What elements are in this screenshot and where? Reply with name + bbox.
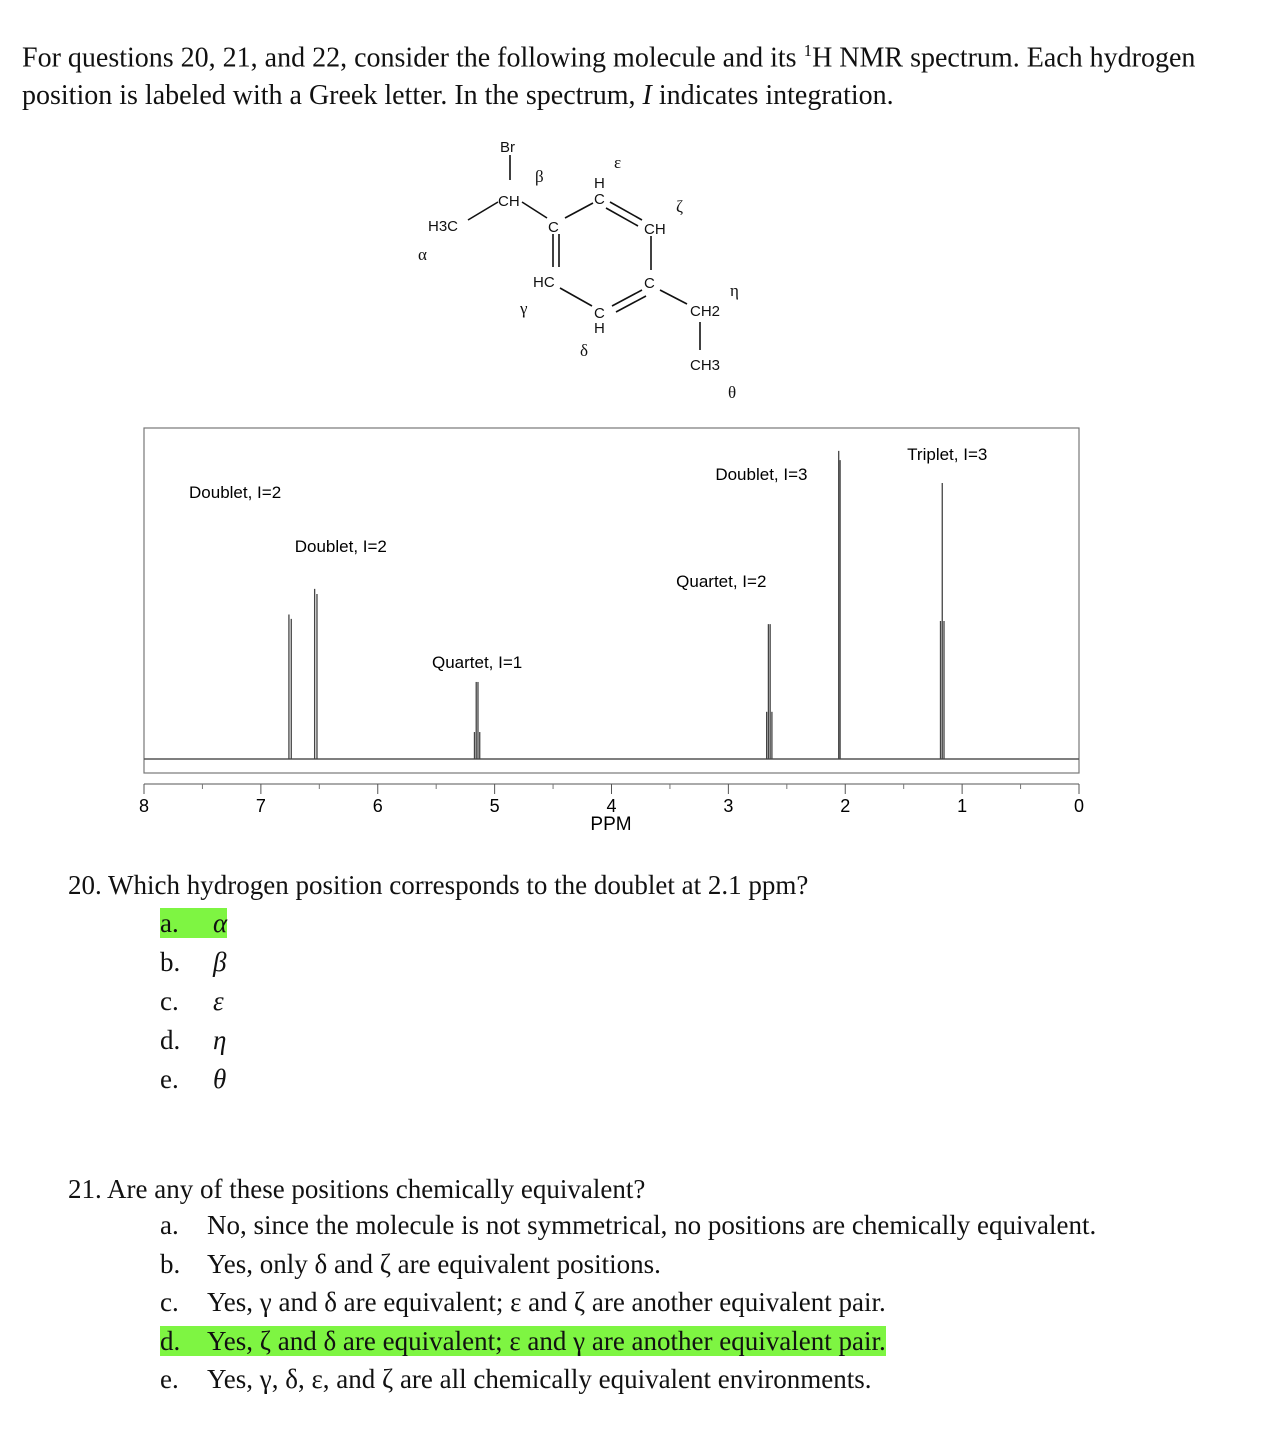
ticks-group	[139, 784, 1084, 816]
option-text: β	[213, 947, 227, 977]
peak-labels-group	[189, 445, 987, 672]
option-text: No, since the molecule is not symmetrical, no positions are chemically equivalent.	[207, 1210, 1097, 1240]
atom-br: Br	[500, 139, 515, 156]
bond-bottom-right-2	[616, 296, 646, 312]
option-body	[160, 1210, 1096, 1240]
q20-option-d	[160, 1021, 226, 1059]
option-letter: b.	[160, 947, 181, 977]
bond-ring-ch2	[660, 290, 687, 304]
peak-label: Quartet, I=2	[676, 572, 767, 591]
x-tick-label: 7	[255, 796, 266, 816]
option-letter: c.	[160, 1287, 179, 1317]
option-text: Yes, γ and δ are equivalent; ε and ζ are another equivalent pair.	[207, 1287, 886, 1317]
option-body	[160, 1287, 886, 1317]
option-body	[160, 1249, 661, 1279]
option-body	[160, 947, 226, 977]
option-body	[160, 986, 224, 1016]
atom-hc-left: HC	[533, 274, 555, 291]
q21-option-a	[160, 1206, 1096, 1244]
option-text: θ	[213, 1064, 227, 1094]
option-text: η	[213, 1025, 227, 1055]
option-letter: a.	[160, 908, 179, 938]
bond-top-right-1	[610, 202, 642, 220]
option-text: ε	[213, 986, 224, 1016]
bond-ch-ch3	[468, 202, 498, 220]
bond-bottom-right-1	[612, 290, 642, 306]
intro-text-a: For questions 20, 21, and 22, consider the following molecule and its	[22, 42, 804, 74]
q20-option-e	[160, 1060, 226, 1098]
nmr-spectrum-chart	[130, 420, 1100, 840]
option-letter: d.	[160, 1325, 181, 1356]
option-letter: a.	[160, 1210, 179, 1240]
bond-c-ch-top	[565, 203, 593, 218]
atom-ch-right: CH	[644, 221, 666, 238]
label-gamma: γ	[520, 299, 528, 318]
peaks-group	[144, 451, 1079, 759]
peak-label: Quartet, I=1	[431, 653, 523, 672]
bond-ch-ring	[522, 202, 547, 218]
atom-c-top: C	[594, 191, 605, 208]
option-body	[160, 1364, 872, 1394]
peak-label: Doublet, I=3	[715, 465, 808, 484]
q20-option-b	[160, 943, 226, 981]
bond-top-right-2	[606, 208, 638, 226]
intro-italic-i: I	[642, 80, 652, 112]
x-tick-label: 4	[606, 796, 617, 816]
q20-option-c	[160, 982, 224, 1020]
x-tick-label: 6	[372, 796, 383, 816]
atom-h3c: H3C	[428, 218, 459, 235]
atom-c-bottom: C	[594, 305, 605, 322]
q21-question: 21. Are any of these positions chemically equivalent?	[68, 1174, 646, 1204]
label-zeta: ζ	[676, 197, 684, 216]
q20-option-a	[160, 904, 227, 942]
option-letter: e.	[160, 1064, 179, 1094]
option-letter: c.	[160, 986, 179, 1016]
peak-label: Doublet, I=2	[189, 483, 282, 502]
bond-hc-bottom	[560, 288, 592, 306]
atom-ch2: CH2	[690, 303, 721, 320]
label-delta: δ	[580, 341, 589, 360]
option-letter: b.	[160, 1248, 181, 1279]
option-text: α	[213, 908, 228, 938]
atom-c-ring-left-top: C	[548, 219, 559, 236]
intro-text-b: H NMR spectrum. Each hydrogen position is labeled with a Greek letter. In the spectrum,	[22, 42, 1196, 112]
atom-ch3: CH3	[690, 357, 721, 374]
plot-frame	[144, 428, 1079, 773]
q21-option-e	[160, 1360, 872, 1398]
x-tick-label: 5	[489, 796, 500, 816]
atom-h-bottom: H	[594, 320, 605, 337]
option-letter: e.	[160, 1364, 179, 1394]
x-axis-label: PPM	[590, 814, 632, 835]
atom-ch-top: CH	[498, 193, 520, 210]
atom-c-right: C	[644, 275, 655, 292]
atom-h-top: H	[594, 175, 605, 192]
molecule-diagram	[380, 130, 800, 410]
intro-text-c: indicates integration.	[651, 80, 894, 112]
label-eta: η	[730, 281, 739, 300]
option-letter: d.	[160, 1025, 181, 1055]
x-tick-label: 8	[138, 796, 150, 816]
label-theta: θ	[728, 383, 737, 402]
label-beta: β	[535, 167, 544, 186]
q21-option-b	[160, 1245, 661, 1283]
option-text: Yes, only δ and ζ are equivalent positions.	[207, 1248, 661, 1279]
x-tick-label: 1	[957, 796, 968, 816]
x-tick-label: 2	[840, 796, 851, 816]
peak-label: Triplet, I=3	[907, 445, 988, 464]
intro-superscript: 1	[803, 41, 813, 60]
label-alpha: α	[418, 245, 427, 264]
q21-option-c	[160, 1283, 886, 1321]
q21-option-d	[160, 1322, 886, 1360]
option-body	[160, 1064, 226, 1094]
x-tick-label: 0	[1073, 796, 1085, 816]
peak-label: Doublet, I=2	[294, 537, 387, 556]
intro-paragraph	[22, 32, 1242, 115]
label-epsilon: ε	[614, 153, 622, 172]
option-body	[160, 1326, 886, 1356]
option-text: Yes, ζ and δ are equivalent; ε and γ are another equivalent pair.	[207, 1325, 886, 1356]
q20-question: 20. Which hydrogen position corresponds to the doublet at 2.1 ppm?	[68, 870, 809, 900]
molecule-bonds	[468, 155, 700, 350]
option-body	[160, 908, 227, 938]
option-body	[160, 1025, 226, 1055]
option-text: Yes, γ, δ, ε, and ζ are all chemically equivalent environments.	[207, 1364, 872, 1394]
x-tick-label: 3	[723, 796, 734, 816]
